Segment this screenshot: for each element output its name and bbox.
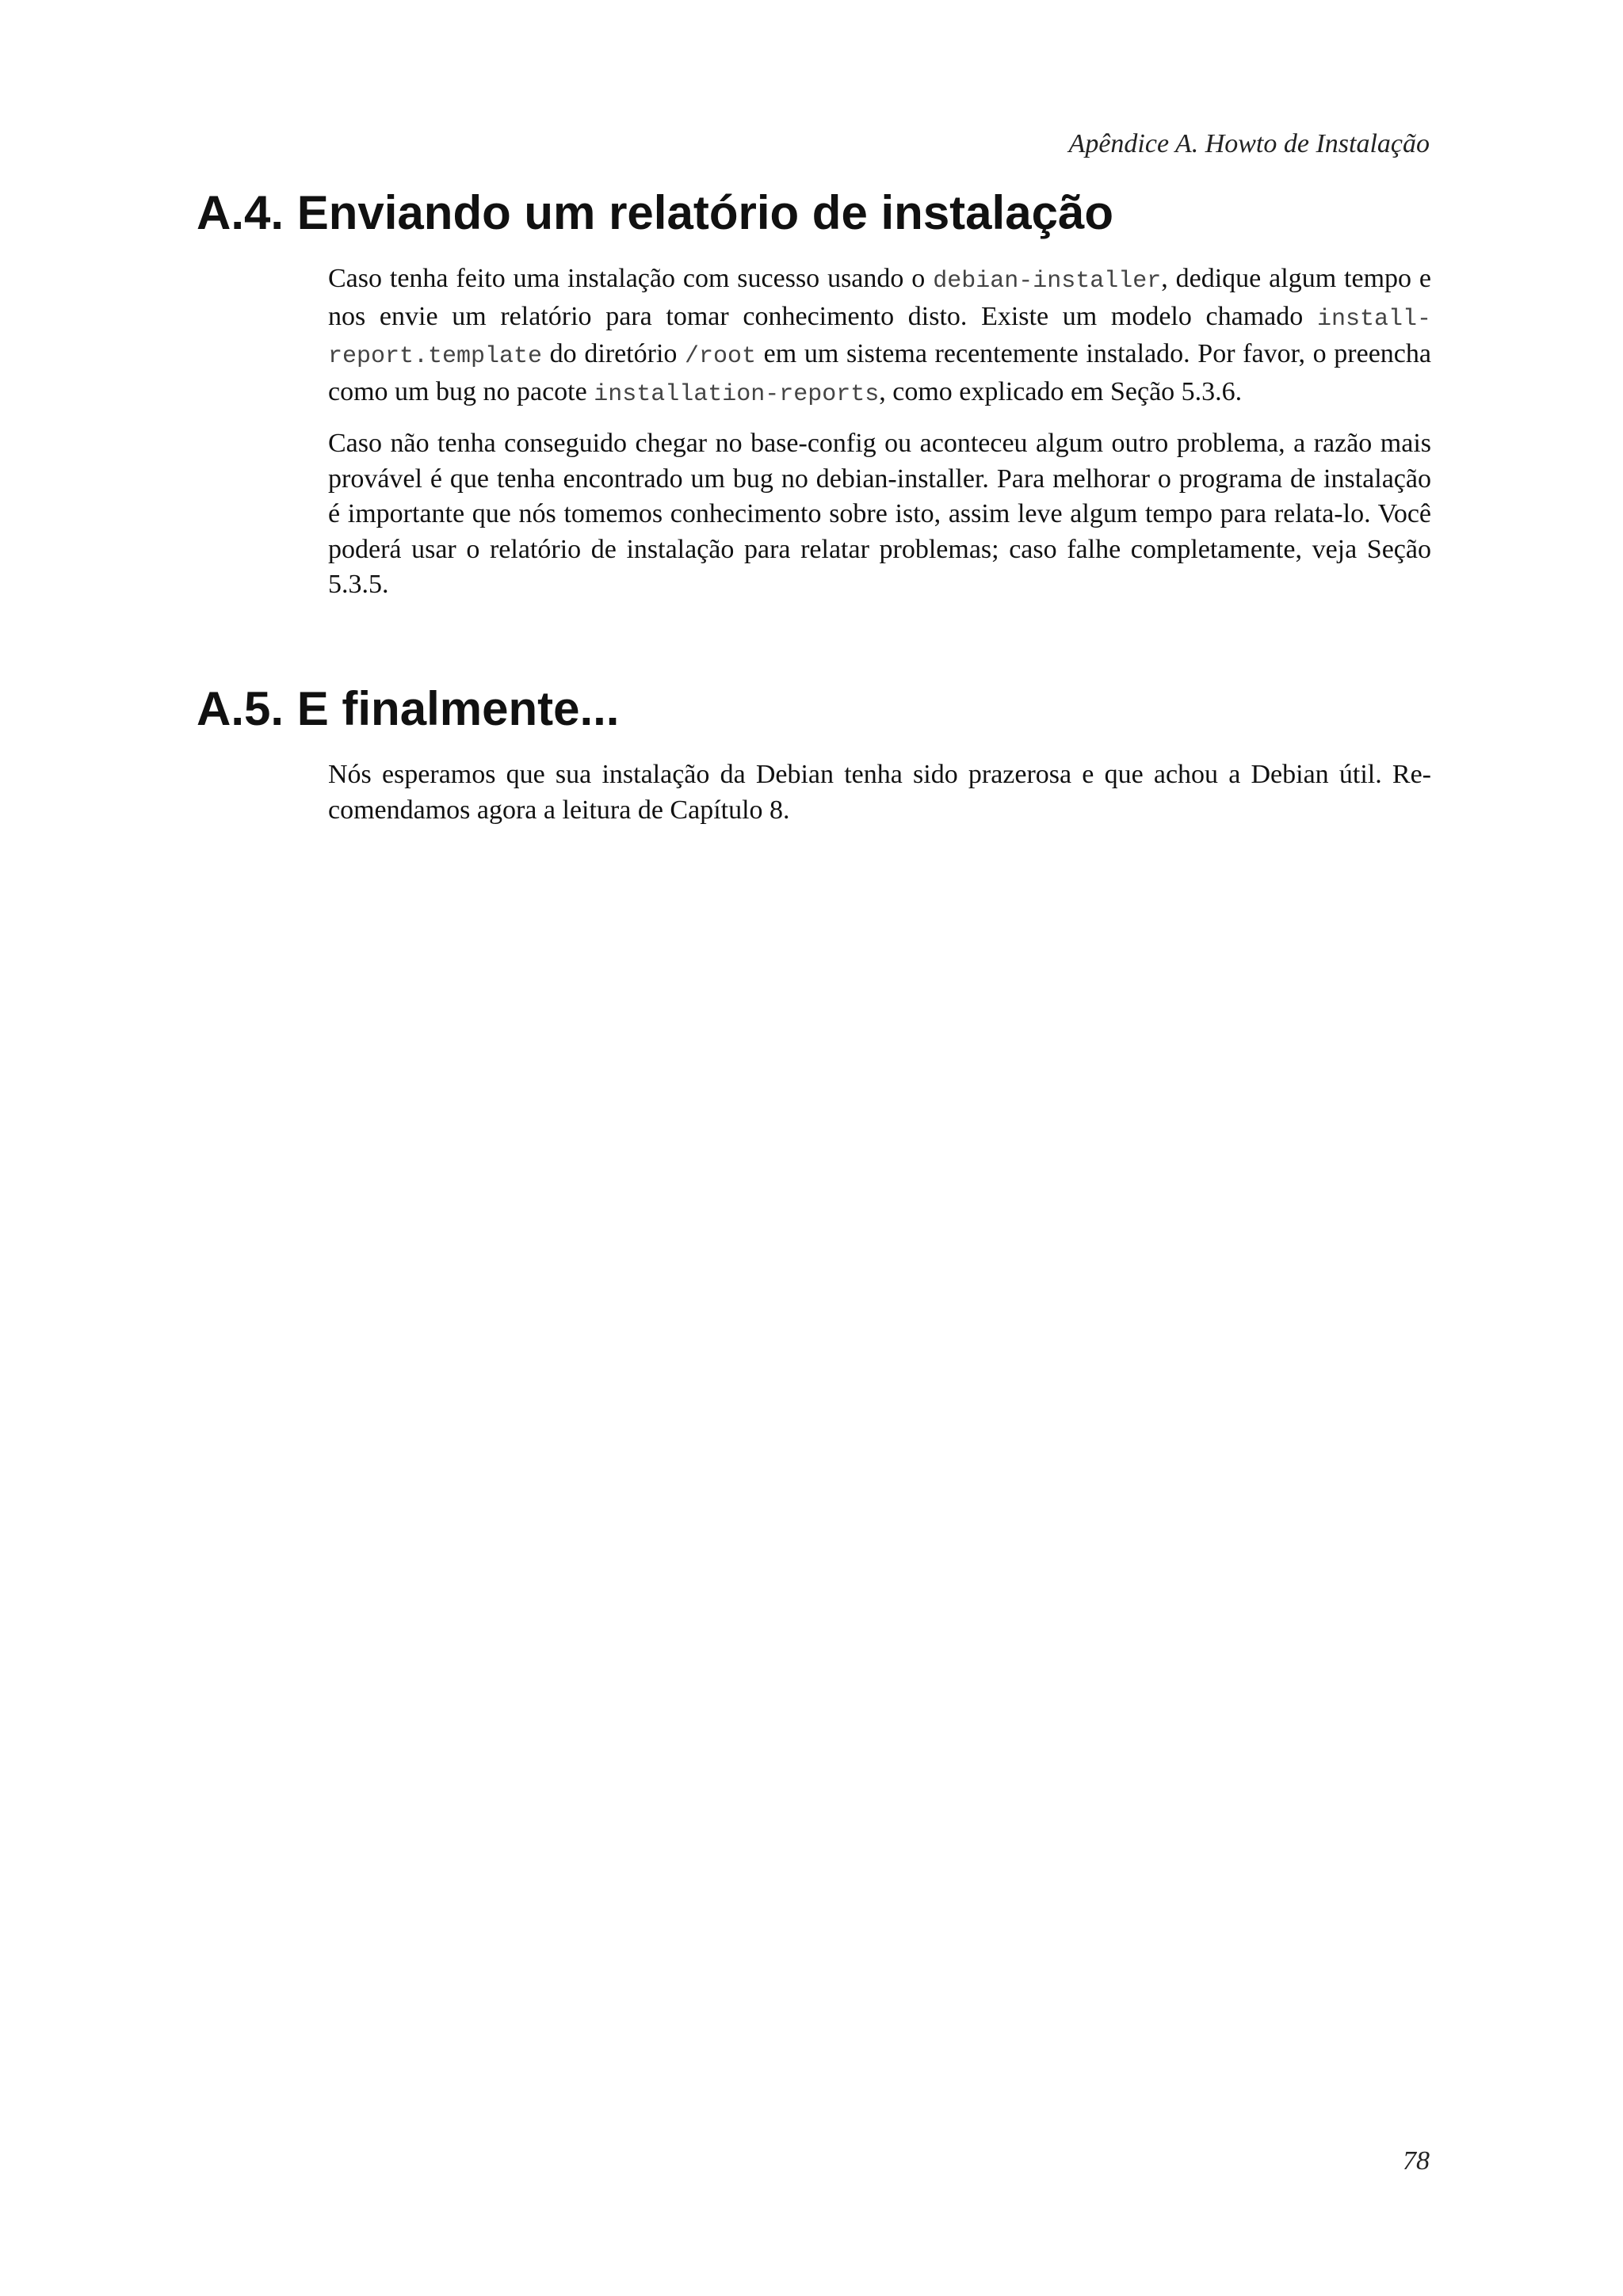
code-install-report-template: install-report.template xyxy=(328,305,1431,370)
code-root-dir: /root xyxy=(685,343,757,370)
text-run: em um sistema recentemente instalado. Por favor, o preencha como um bug no pacote xyxy=(328,339,1431,406)
text-run: do diretório xyxy=(542,339,685,368)
section-body-a4 xyxy=(328,261,1431,617)
section-title-a5: A.5. E finalmente... xyxy=(197,682,620,735)
code-installation-reports: installation-reports xyxy=(594,380,880,408)
page-number: 78 xyxy=(1403,2146,1430,2176)
section-body-a5 xyxy=(328,757,1431,842)
code-debian-installer: debian-installer xyxy=(933,268,1162,295)
text-run: Caso não tenha conseguido chegar no base-config ou aconteceu algum outro problema, a razão mais provável é que tenha encontrado um bug no debian-installer. Para melhorar o programa de instalação é importante que nós tomemos conhecimento sobre isto, assim leve algum tempo para relata-lo. Você poderá usar o relatório de instalação para relatar problemas; caso falhe completamente, veja Seção 5.3.5. xyxy=(328,429,1431,599)
section-title-a4: A.4. Enviando um relatório de instalação xyxy=(197,186,1113,239)
text-run: , como explicado em Seção 5.3.6. xyxy=(879,376,1243,406)
text-run: Caso tenha feito uma instalação com sucesso usando o xyxy=(328,264,934,293)
text-run: , dedique algum tempo e nos envie um relatório para tomar conhecimento disto. Existe um modelo chamado xyxy=(328,264,1432,331)
paragraph xyxy=(328,757,1431,828)
paragraph xyxy=(328,261,1431,412)
running-header: Apêndice A. Howto de Instalação xyxy=(1068,129,1430,158)
text-run: Nós esperamos que sua instalação da Debian tenha sido prazerosa e que achou a Debian útil. Recomendamos agora a leitura de Capítulo 8. xyxy=(328,760,1431,825)
paragraph xyxy=(328,426,1431,603)
